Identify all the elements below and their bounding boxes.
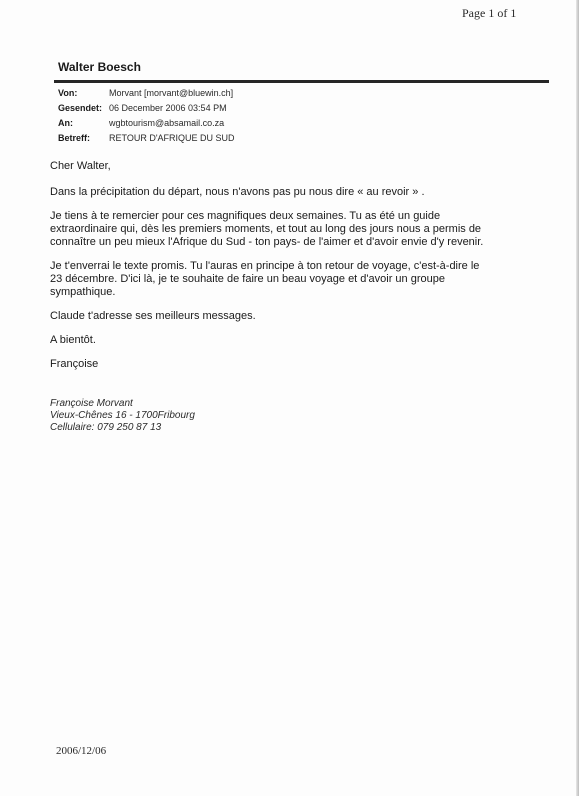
signature-phone: Cellulaire: 079 250 87 13	[50, 422, 162, 433]
body-paragraph: Claude t'adresse ses meilleurs messages.	[50, 310, 256, 322]
header-value-from: Morvant [morvant@bluewin.ch]	[109, 88, 234, 98]
header-key: Betreff:	[58, 133, 91, 143]
footer-date: 2006/12/06	[56, 745, 107, 757]
signature-block	[50, 398, 195, 434]
header-row-from	[58, 86, 235, 101]
body-paragraph: Je tiens à te remercier pour ces magnifiques deux semaines. Tu as été un guide extraordinaire qui, dès les premiers moments, et tout au long des jours nous a permis de connaître un peu mieux l'Afrique du Sud - ton pays- de l'aimer et d'avoir envie d'y revenir.	[50, 210, 484, 248]
header-row-to	[58, 116, 235, 131]
header-value-subject: RETOUR D'AFRIQUE DU SUD	[109, 133, 235, 143]
salutation: Cher Walter,	[50, 160, 111, 172]
page-number: Page 1 of 1	[462, 6, 517, 20]
sign-off-name: Françoise	[50, 358, 99, 370]
body-paragraph: Je t'enverrai le texte promis. Tu l'auras en principe à ton retour de voyage, c'est-à-dire le 23 décembre. D'ici là, je te souhaite de faire un beau voyage et d'avoir un groupe sympathique.	[50, 260, 480, 298]
header-key: Gesendet:	[58, 103, 103, 113]
header-row-subject	[58, 131, 235, 146]
signature-address: Vieux-Chênes 16 - 1700Fribourg	[50, 410, 195, 421]
header-key: An:	[58, 118, 73, 128]
signature-name: Françoise Morvant	[50, 398, 133, 409]
sender-name: Walter Boesch	[58, 60, 141, 74]
email-header	[58, 86, 235, 146]
header-value-sent: 06 December 2006 03:54 PM	[109, 103, 227, 113]
header-key: Von:	[58, 88, 78, 98]
header-divider	[54, 80, 549, 83]
header-row-sent	[58, 101, 235, 116]
header-value-to: wgbtourism@absamail.co.za	[109, 118, 225, 128]
email-body	[50, 160, 550, 382]
body-paragraph: Dans la précipitation du départ, nous n'avons pas pu nous dire « au revoir » .	[50, 186, 425, 198]
closing: A bientôt.	[50, 334, 96, 346]
